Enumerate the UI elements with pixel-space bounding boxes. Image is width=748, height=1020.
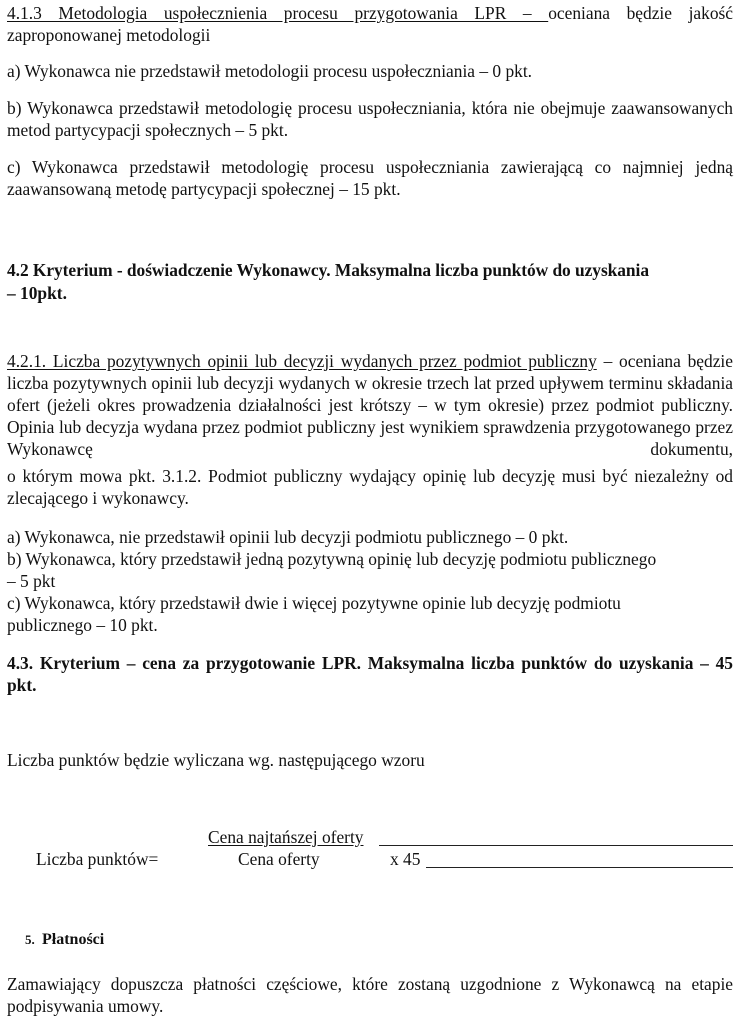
section-4-2-1-option-a: a) Wykonawca, nie przedstawił opinii lub decyzji podmiotu publicznego – 0 pkt. (7, 527, 569, 547)
section-5-number: 5. (25, 932, 35, 947)
formula-denominator: Cena oferty (238, 849, 320, 869)
section-5-title: Płatności (42, 931, 105, 948)
section-4-3-intro: Liczba punktów będzie wyliczana wg. następującego wzoru (7, 750, 425, 770)
section-4-2-1-option-b-line2: – 5 pkt (7, 571, 56, 591)
section-4-1-3-option-a: a) Wykonawca nie przedstawił metodologii procesu uspołeczniania – 0 pkt. (7, 61, 533, 81)
section-4-3-heading: 4.3. Kryterium – cena za przygotowanie LPR. Maksymalna liczba punktów do uzyskania – 45 pkt. (7, 653, 733, 695)
section-4-2-heading-line1: 4.2 Kryterium - doświadczenie Wykonawcy. Maksymalna liczba punktów do uzyskania (7, 260, 649, 280)
section-4-1-3-title: 4.1.3 Metodologia uspołecznienia procesu przygotowania LPR – (7, 3, 549, 23)
section-4-1-3-description: oceniana będzie jakość zaproponowanej metodologii (7, 3, 734, 45)
section-4-2-1-option-b-line1: b) Wykonawca, który przedstawił jedną pozytywną opinię lub decyzję podmiotu publicznego (7, 549, 657, 569)
formula-numerator: Cena najtańszej oferty (208, 827, 364, 847)
section-4-2-1-paragraph-cont: o którym mowa pkt. 3.1.2. Podmiot publiczny wydający opinię lub decyzję musi być niezależny od zlecającego i wykonawcy. (7, 466, 733, 508)
section-4-1-3-option-c: c) Wykonawca przedstawił metodologię procesu uspołeczniania zawierającą co najmniej jedną zaawansowaną metodę partycypacji społecznej – 15 pkt. (7, 157, 733, 199)
formula-fraction-line (379, 845, 733, 846)
section-4-2-1-option-c-line1: c) Wykonawca, który przedstawił dwie i więcej pozytywne opinie lub decyzję podmiotu (7, 593, 621, 613)
section-4-2-1-title: 4.2.1. Liczba pozytywnych opinii lub decyzji wydanych przez podmiot publiczny (7, 351, 597, 371)
formula-trailing-line (426, 867, 733, 868)
section-4-2-1-option-c-line2: publicznego – 10 pkt. (7, 615, 158, 635)
section-4-2-heading-line2: – 10pkt. (7, 283, 67, 303)
section-4-2-1-body: – oceniana będzie liczba pozytywnych opinii lub decyzji wydanych w okresie trzech lat przed upływem terminu składania ofert (jeżeli okres prowadzenia działalności jest krótszy – w tym okresie) przez podmiot publiczny. Opinia lub decyzja wydana przez podmiot publiczny jest wynikiem sprawdzenia przygotowanego przez Wykonawcę dokumentu, (7, 351, 733, 459)
section-5-heading (7, 929, 733, 951)
section-4-2-1-paragraph (7, 350, 733, 460)
section-4-1-3-option-b: b) Wykonawca przedstawił metodologię procesu uspołeczniania, która nie obejmuje zaawansowanych metod partycypacji społecznych – 5 pkt. (7, 98, 733, 140)
section-4-1-3-heading (7, 2, 733, 46)
formula-multiplier: x 45 (390, 849, 421, 869)
section-5-paragraph: Zamawiający dopuszcza płatności częściowe, które zostaną uzgodnione z Wykonawcą na etapie podpisywania umowy. (7, 974, 733, 1016)
formula-label: Liczba punktów= (36, 849, 159, 869)
